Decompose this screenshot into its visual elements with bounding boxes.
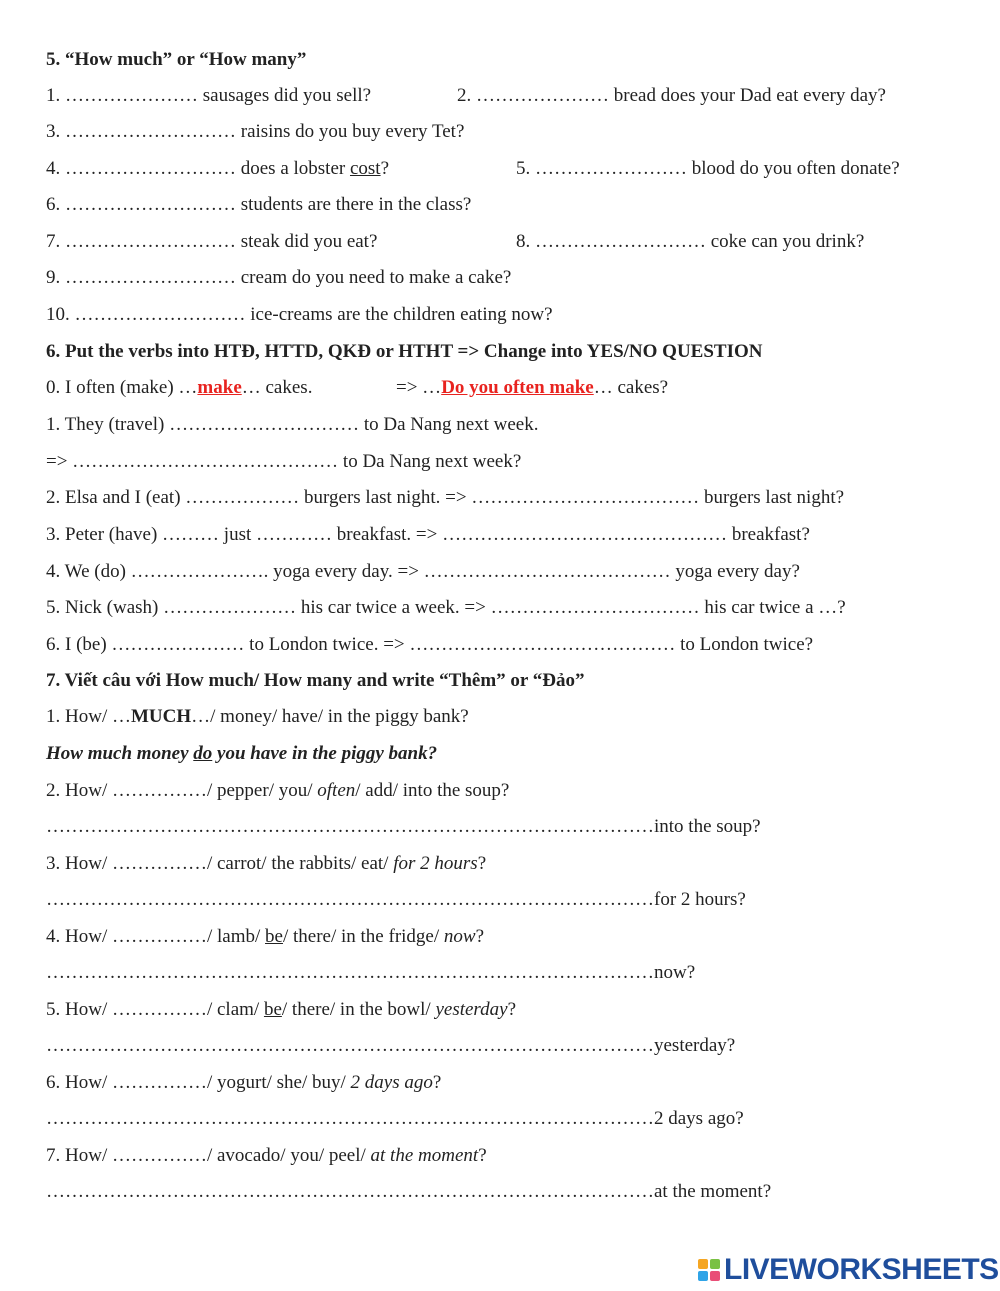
s7-q7-end: ? xyxy=(478,1145,487,1166)
s5-question-4 xyxy=(46,157,389,181)
s6-example-text-2: … cakes. xyxy=(241,377,313,398)
s7-answer-line-6: ……………………………………………………………………………………2 days ago? xyxy=(46,1108,744,1129)
s7-q3-rest: ? xyxy=(477,853,487,874)
s5-question-2: 2. ………………… bread does your Dad eat every day? xyxy=(457,85,886,106)
s5-question-1: 1. ………………… sausages did you sell? xyxy=(46,85,372,106)
s5-q4-underlined: cost xyxy=(349,158,381,179)
s6-example xyxy=(46,376,312,400)
logo-square-3 xyxy=(698,1271,708,1281)
s7-q1-rest: …/ money/ have/ in the piggy bank? xyxy=(191,706,469,727)
s5-question-6: 6. ……………………… students are there in the class? xyxy=(46,194,472,215)
s6-example-arrow: => … xyxy=(396,377,442,398)
s7-q7-text: 7. How/ ……………/ avocado/ you/ peel/ xyxy=(46,1145,371,1166)
s6-example-question-end: … cakes? xyxy=(593,377,669,398)
s6-question-6: 6. I (be) ………………… to London twice. => …………………………………… to London twice? xyxy=(46,634,814,655)
s7-question-7 xyxy=(46,1144,487,1168)
logo-squares-icon xyxy=(698,1259,720,1281)
logo-square-4 xyxy=(710,1271,720,1281)
s7-question-4 xyxy=(46,925,484,949)
s5-q4-text: 4. ……………………… does a lobster xyxy=(46,158,350,179)
logo-text: LIVEWORKSHEETS xyxy=(724,1253,999,1286)
liveworksheets-logo[interactable] xyxy=(698,1255,999,1285)
s7-answer-1 xyxy=(46,742,437,766)
s7-q5-text: 5. How/ ……………/ clam/ xyxy=(46,999,264,1020)
s5-question-9: 9. ……………………… cream do you need to make a cake? xyxy=(46,267,512,288)
s7-q6-text: 6. How/ ……………/ yogurt/ she/ buy/ xyxy=(46,1072,351,1093)
s7-question-6 xyxy=(46,1071,441,1095)
s7-answer-line-3: ……………………………………………………………………………………for 2 hours? xyxy=(46,889,746,910)
s7-a1-underlined: do xyxy=(193,743,213,764)
s7-q1-much: MUCH xyxy=(130,706,192,727)
s6-example-answer: make xyxy=(197,377,242,398)
s7-q6-italic: 2 days ago xyxy=(350,1072,433,1093)
s6-example-text: 0. I often (make) … xyxy=(46,377,198,398)
s7-q6-end: ? xyxy=(432,1072,442,1093)
s7-q5-end: ? xyxy=(507,999,516,1020)
s5-question-7: 7. ……………………… steak did you eat? xyxy=(46,231,378,252)
s7-answer-line-7: ……………………………………………………………………………………at the moment? xyxy=(46,1181,772,1202)
s7-question-1 xyxy=(46,705,469,729)
s6-question-2: 2. Elsa and I (eat) ……………… burgers last night. => ……………………………… burgers last night? xyxy=(46,487,845,508)
s7-question-3 xyxy=(46,852,486,876)
logo-square-1 xyxy=(698,1259,708,1269)
s7-q5-underlined: be xyxy=(263,999,282,1020)
s7-question-2 xyxy=(46,779,509,803)
s7-a1-text: How much money xyxy=(46,743,194,764)
section-5-title: 5. “How much” or “How many” xyxy=(46,49,307,70)
s7-answer-line-4: ……………………………………………………………………………………now? xyxy=(46,962,696,983)
s7-a1-rest: you have in the piggy bank? xyxy=(212,743,438,764)
s5-question-10: 10. ……………………… ice-creams are the children eating now? xyxy=(46,304,553,325)
s7-q2-rest: / add/ into the soup? xyxy=(355,780,510,801)
s7-q4-mid: / there/ in the fridge/ xyxy=(282,926,444,947)
s7-q5-italic: yesterday xyxy=(435,999,508,1020)
s5-question-8: 8. ……………………… coke can you drink? xyxy=(516,231,865,252)
s7-q4-italic: now xyxy=(443,926,476,947)
s7-q7-italic: at the moment xyxy=(370,1145,479,1166)
s5-q4-end: ? xyxy=(380,158,390,179)
s6-question-1: 1. They (travel) ………………………… to Da Nang next week. xyxy=(46,414,539,435)
s7-question-5 xyxy=(46,998,516,1022)
s6-example-question-answer: Do you often make xyxy=(441,377,594,398)
s7-q3-text: 3. How/ ……………/ carrot/ the rabbits/ eat/ xyxy=(46,853,394,874)
s5-question-3: 3. ……………………… raisins do you buy every Tet? xyxy=(46,121,465,142)
s6-question-5: 5. Nick (wash) ………………… his car twice a week. => …………………………… his car twice a …? xyxy=(46,597,846,618)
s7-q1-text: 1. How/ … xyxy=(46,706,131,727)
s7-q4-text: 4. How/ ……………/ lamb/ xyxy=(46,926,266,947)
s7-q4-end: ? xyxy=(475,926,485,947)
s7-q5-mid: / there/ in the bowl/ xyxy=(281,999,436,1020)
section-6-title: 6. Put the verbs into HTĐ, HTTD, QKĐ or HTHT => Change into YES/NO QUESTION xyxy=(46,341,763,362)
s7-answer-line-2: ……………………………………………………………………………………into the soup? xyxy=(46,816,761,837)
s7-q3-italic: for 2 hours xyxy=(393,853,478,874)
s6-question-3: 3. Peter (have) ……… just ………… breakfast. => ……………………………………… breakfast? xyxy=(46,524,810,545)
s7-q2-italic: often xyxy=(317,780,356,801)
s7-q2-text: 2. How/ ……………/ pepper/ you/ xyxy=(46,780,318,801)
s7-answer-line-5: ……………………………………………………………………………………yesterday? xyxy=(46,1035,736,1056)
logo-square-2 xyxy=(710,1259,720,1269)
s5-question-5: 5. …………………… blood do you often donate? xyxy=(516,158,900,179)
s7-q4-underlined: be xyxy=(265,926,283,947)
s6-example-question xyxy=(396,376,668,400)
section-7-title: 7. Viết câu với How much/ How many and write “Thêm” or “Đảo” xyxy=(46,670,585,691)
s6-question-1-answer: => …………………………………… to Da Nang next week? xyxy=(46,451,522,472)
s6-question-4: 4. We (do) …………………. yoga every day. => ………………………………… yoga every day? xyxy=(46,561,800,582)
